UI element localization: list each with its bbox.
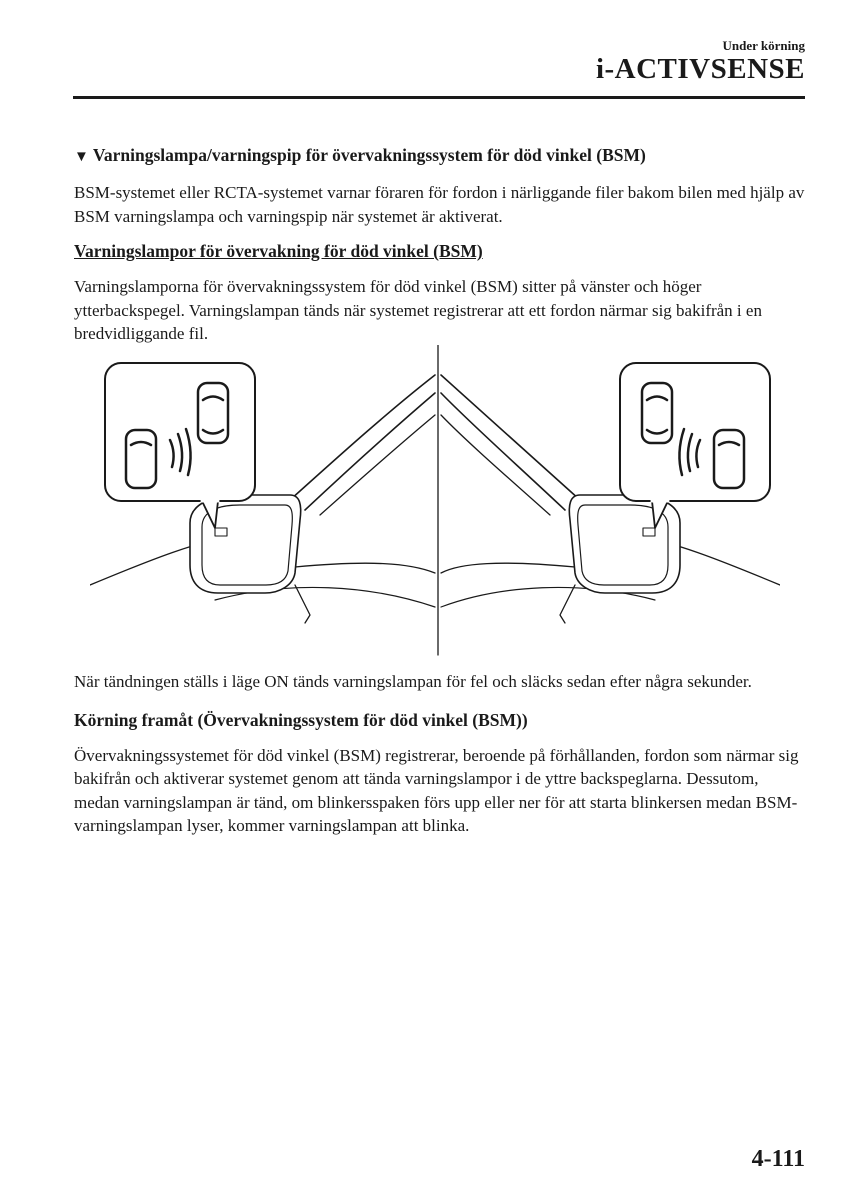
triangle-down-icon: ▼ xyxy=(74,149,89,165)
ignition-paragraph: När tändningen ställs i läge ON tänds varningslampan för fel och släcks sedan efter några sekunder. xyxy=(74,672,752,691)
header-rule xyxy=(73,96,805,99)
forward-paragraph: Övervakningssystemet för död vinkel (BSM) registrerar, beroende på förhållanden, fordon som närmar sig bakifrån och aktiverar systemet genom att tända varningslampor i de yttre backspeglarna. Dessutom, medan varningslampan är tänd, om blinkersspaken förs upp eller ner för att starta blinkersen medan BSM-varningslampan lyser, kommer varningslampan att blinka. xyxy=(74,745,799,835)
lower-content xyxy=(74,670,806,838)
lamps-paragraph: Varningslamporna för övervakningssystem för död vinkel (BSM) sitter på vänster och höger ytterbackspegel. Varningslampan tänds när systemet registrerar att ett fordon närmar sig bakifrån i en bredvidliggande fil. xyxy=(74,277,762,343)
section-heading xyxy=(74,144,806,169)
forward-heading: Körning framåt (Övervakningssystem för död vinkel (BSM)) xyxy=(74,709,528,730)
section-heading-text: Varningslampa/varningspip för övervakningssystem för död vinkel (BSM) xyxy=(92,145,646,165)
page-number: 4-111 xyxy=(751,1146,805,1172)
lamps-heading: Varningslampor för övervakning för död vinkel (BSM) xyxy=(74,241,483,261)
header-title: i-ACTIVSENSE xyxy=(595,53,805,85)
header-chapter: Under körning xyxy=(722,38,805,53)
intro-paragraph: BSM-systemet eller RCTA-systemet varnar föraren för fordon i närliggande filer bakom bilen med hjälp av BSM varningslampa och varningspip när systemet är aktiverat. xyxy=(74,183,805,226)
mirror-illustration xyxy=(90,345,780,660)
main-content xyxy=(74,144,806,346)
